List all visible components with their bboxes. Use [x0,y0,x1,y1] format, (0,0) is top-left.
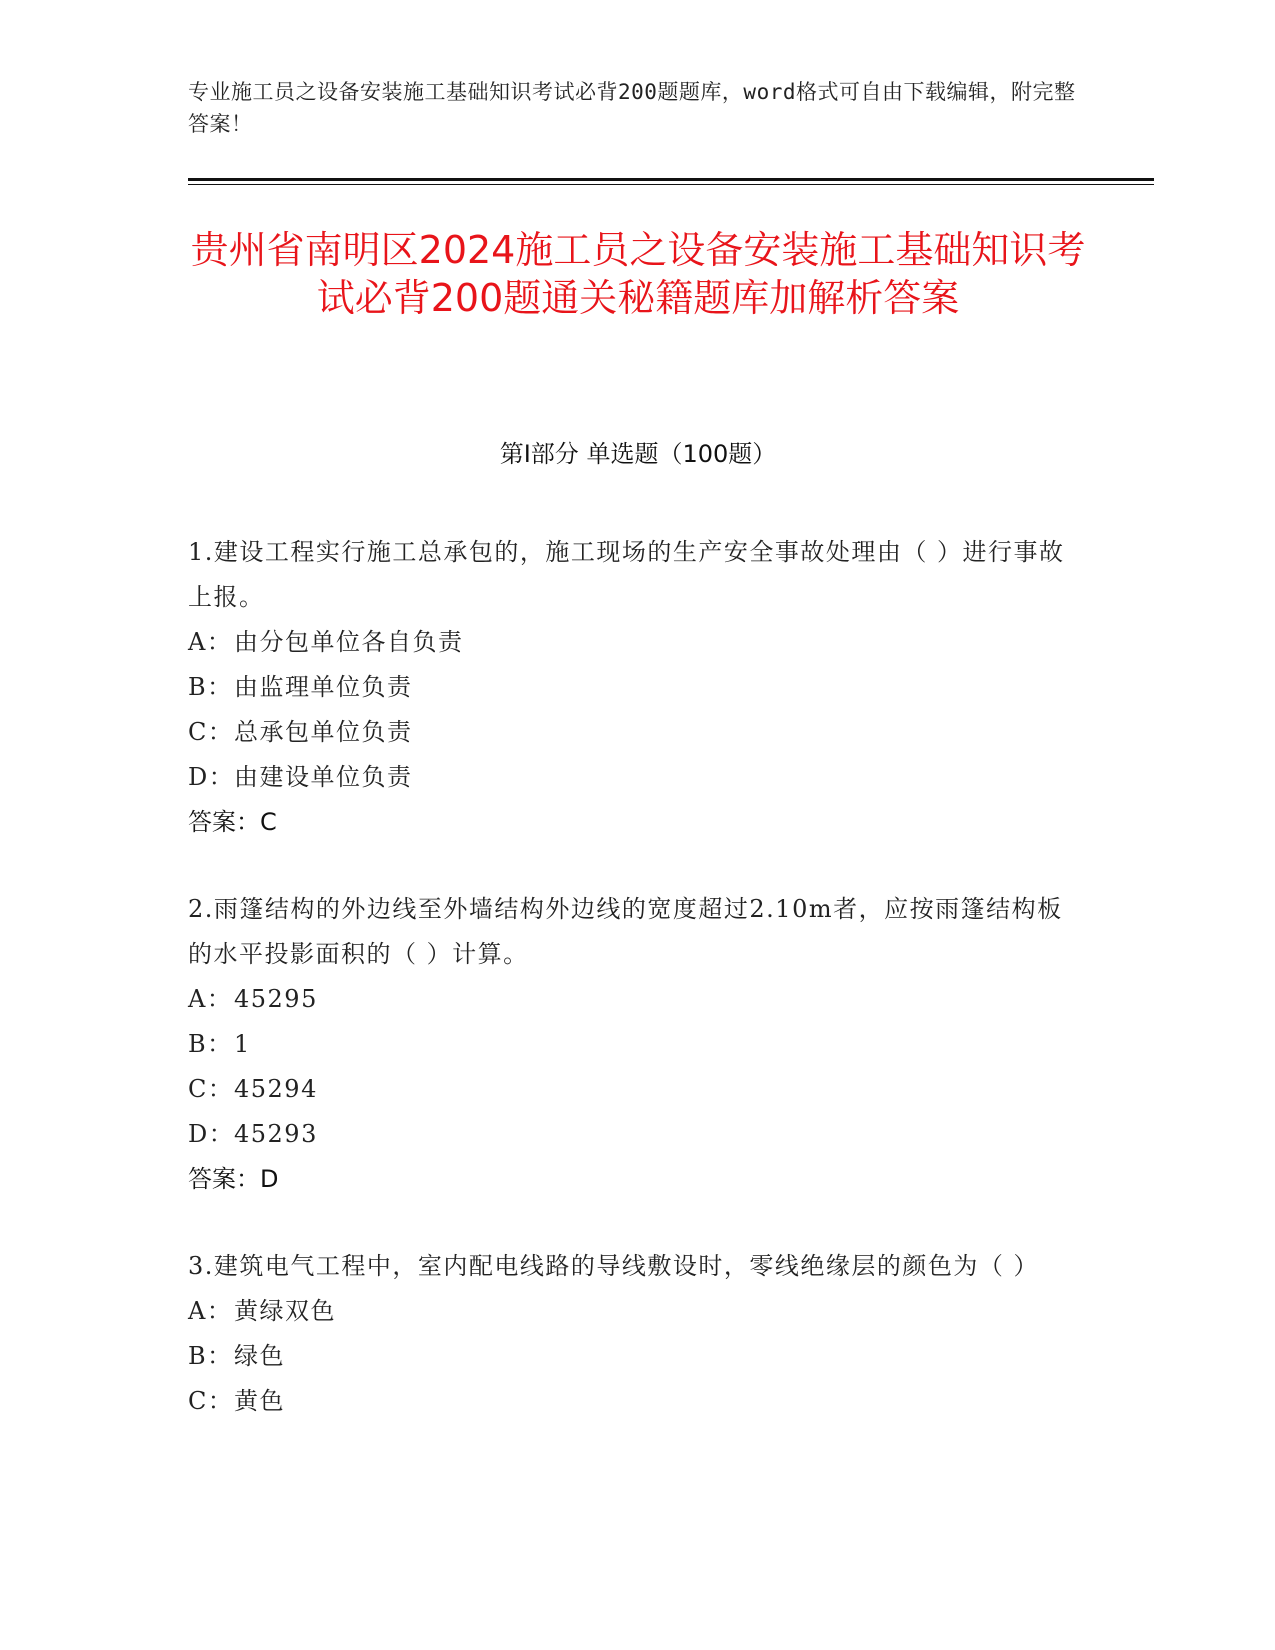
option-text: 45294 [234,1075,318,1103]
option-a [188,977,1068,1022]
header-rule-thin [188,184,1154,185]
option-key: A： [188,985,233,1013]
document-title: 贵州省南明区2024施工员之设备安装施工基础知识考试必背200题通关秘籍题库加解析答案 [190,228,1086,320]
option-text: 由分包单位各自负责 [234,628,464,656]
question-2 [188,887,1068,1202]
option-b [188,1334,1068,1379]
option-text: 绿色 [234,1342,285,1370]
option-c [188,710,1068,755]
question-stem: 1.建设工程实行施工总承包的，施工现场的生产安全事故处理由（ ）进行事故上报。 [188,538,1065,611]
header-rule-thick [188,178,1154,181]
option-text: 45295 [234,985,318,1013]
option-key: B： [188,673,233,701]
section-heading: 第Ⅰ部分 单选题（100题） [499,440,777,468]
option-d [188,755,1068,800]
option-text: 45293 [234,1120,318,1148]
option-text: 黄色 [234,1387,285,1415]
answer-line: 答案：D [188,1165,279,1193]
option-text: 黄绿双色 [234,1297,336,1325]
option-key: D： [188,1120,235,1148]
question-stem: 3.建筑电气工程中，室内配电线路的导线敷设时，零线绝缘层的颜色为（ ） [188,1252,1040,1280]
option-key: C： [188,1387,234,1415]
option-c [188,1067,1068,1112]
option-text: 由监理单位负责 [234,673,413,701]
option-b [188,665,1068,710]
option-a [188,620,1068,665]
question-list [188,530,1068,1466]
option-text: 总承包单位负责 [234,718,413,746]
option-a [188,1289,1068,1334]
question-1 [188,530,1068,845]
option-text: 1 [234,1030,251,1058]
question-stem: 2.雨篷结构的外边线至外墙结构外边线的宽度超过2.10m者，应按雨篷结构板的水平投影面积的（ ）计算。 [188,895,1063,968]
option-key: C： [188,1075,234,1103]
option-key: A： [188,628,233,656]
question-3 [188,1244,1068,1424]
option-key: C： [188,718,234,746]
option-key: B： [188,1342,233,1370]
option-c [188,1379,1068,1424]
option-text: 由建设单位负责 [234,763,413,791]
header-note: 专业施工员之设备安装施工基础知识考试必背200题题库，word格式可自由下载编辑，附完整答案！ [188,80,1076,136]
answer-line: 答案：C [188,808,277,836]
option-key: D： [188,763,235,791]
option-key: B： [188,1030,233,1058]
option-d [188,1112,1068,1157]
option-b [188,1022,1068,1067]
option-key: A： [188,1297,233,1325]
